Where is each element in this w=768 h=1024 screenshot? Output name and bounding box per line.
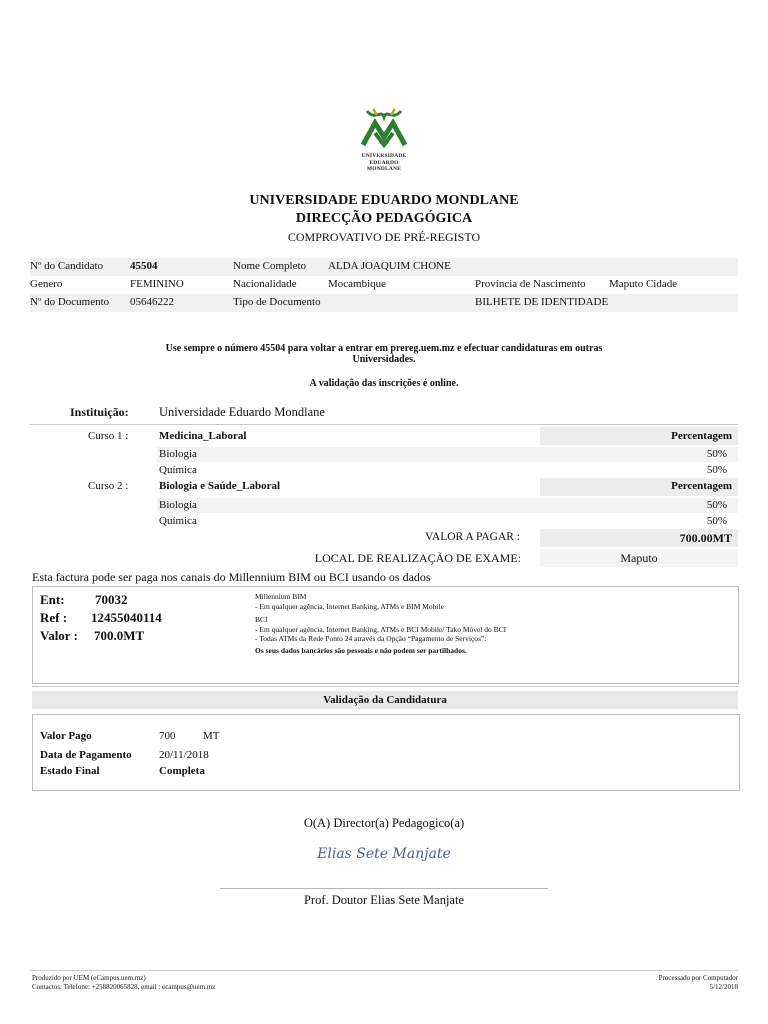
- course-1-subject-1-pct: 50%: [706, 448, 727, 460]
- bim-title: Millennium BIM: [255, 592, 307, 601]
- validation-box: [32, 714, 740, 791]
- course-2-pct-header: Percentagem: [671, 480, 732, 492]
- course-2-name: Biologia e Saúde_Laboral: [159, 480, 281, 492]
- full-name-value: ALDA JOAQUIM CHONE: [328, 260, 451, 272]
- candidate-number-value: 45504: [130, 260, 158, 272]
- entity-label: Ent:: [40, 592, 65, 607]
- amount-label: VALOR A PAGAR :: [425, 531, 520, 543]
- bim-line: - Em qualquer agência, Internet Banking, ATMs e BIM Mobile: [255, 601, 444, 611]
- nationality-label: Nacionalidade: [233, 278, 297, 290]
- candidate-number-label: Nº do Candidato: [30, 260, 104, 272]
- gender-value: FEMININO: [130, 278, 184, 290]
- document-type-label: Tipo de Documento: [233, 296, 321, 308]
- candidate-row-1: [30, 258, 738, 276]
- payment-date-value: 20/11/2018: [159, 749, 209, 761]
- bank-instructions: [255, 592, 725, 655]
- director-name: Prof. Doutor Elias Sete Manjate: [303, 893, 465, 907]
- footer-left: [32, 974, 215, 992]
- document-type-value: BILHETE DE IDENTIDADE: [475, 296, 609, 308]
- signature-line: [220, 888, 548, 889]
- bci-line-1: - Em qualquer agência, Internet Banking, ATMs e BCI Mobile/ Tako Móvel do BCI: [255, 624, 507, 634]
- province-value: Maputo Cidade: [609, 278, 678, 290]
- institution-value: Universidade Eduardo Mondlane: [159, 405, 325, 419]
- final-state-label: Estado Final: [40, 765, 100, 777]
- exam-location-label: LOCAL DE REALIZAÇÃO DE EXAME:: [314, 551, 521, 565]
- course-1-subject-1: Biologia: [159, 448, 197, 460]
- course-1-subject-2-pct: 50%: [706, 464, 727, 476]
- gender-label: Genero: [30, 278, 63, 290]
- institution-label: Instituição:: [70, 405, 129, 419]
- reference-value: 12455040114: [91, 610, 162, 625]
- full-name-label: Nome Completo: [233, 260, 307, 272]
- footer-right: [500, 974, 738, 992]
- reference-label: Ref :: [40, 610, 68, 625]
- exam-location-value: Maputo: [620, 551, 658, 565]
- course-1-subject-2: Química: [159, 464, 197, 476]
- province-label: Província de Nascimento: [475, 278, 586, 290]
- course-2-subject-2: Química: [159, 515, 197, 527]
- course-1-name: Medicina_Laboral: [159, 430, 247, 442]
- course-1-label: Curso 1 :: [88, 430, 129, 442]
- university-title: UNIVERSIDADE EDUARDO MONDLANE: [249, 193, 519, 208]
- document-title: COMPROVATIVO DE PRÉ-REGISTO: [287, 230, 481, 244]
- course-1-pct-header: Percentagem: [671, 430, 732, 442]
- final-state-value: Completa: [159, 765, 205, 777]
- footer-date: 5/12/2018: [709, 983, 738, 991]
- footer-processed: Processado por Computador: [658, 974, 738, 982]
- divider: [32, 686, 738, 687]
- bci-title: BCI: [255, 615, 268, 624]
- footer-divider: [30, 970, 738, 971]
- course-2-subject-1: Biologia: [159, 499, 197, 511]
- document-number-label: Nº do Documento: [30, 296, 110, 308]
- payment-value: 700.0MT: [94, 628, 145, 643]
- course-2-subject-2-pct: 50%: [706, 515, 727, 527]
- candidate-row-2: [30, 276, 738, 294]
- notice-text: [100, 343, 668, 365]
- directorate-title: DIRECÇÃO PEDAGÓGICA: [295, 211, 473, 226]
- logo-line-3: MONDLANE: [366, 166, 402, 172]
- logo-emblem-icon: [355, 105, 413, 153]
- notice-line-2: Universidades.: [352, 354, 416, 365]
- paid-unit: MT: [203, 730, 220, 742]
- nationality-value: Mocambique: [328, 278, 387, 290]
- course-2-label: Curso 2 :: [88, 480, 129, 492]
- logo-line-1: UNIVERSIDADE: [361, 153, 407, 159]
- online-validation-note: A validação das inscrições é online.: [309, 378, 459, 389]
- privacy-note: Os seus dados bancários são pessoais e não podem ser partilhados.: [255, 645, 467, 655]
- course-2-subject-1-pct: 50%: [706, 499, 727, 511]
- document-number-value: 05646222: [130, 296, 174, 308]
- divider: [30, 424, 738, 425]
- footer-contacts: Contactos: Telefone: +258820065828, email : ecampus@uem.mz: [32, 983, 216, 991]
- university-logo: [355, 105, 413, 177]
- payment-value-label: Valor :: [40, 628, 78, 643]
- candidate-row-3: [30, 294, 738, 312]
- bci-line-2: - Todas ATMs da Rede Ponto 24 através da Opção “Pagamento de Serviços”:: [255, 634, 487, 643]
- paid-value: 700: [159, 730, 176, 742]
- director-role: O(A) Director(a) Pedagogico(a): [303, 816, 465, 830]
- payment-date-label: Data de Pagamento: [40, 749, 132, 761]
- handwritten-signature: Elias Sete Manjate: [317, 846, 451, 862]
- notice-line-1: Use sempre o número 45504 para voltar a entrar em prereg.uem.mz e efectuar candidaturas em outras: [165, 343, 603, 354]
- logo-line-2: EDUARDO: [369, 159, 399, 166]
- entity-value: 70032: [95, 592, 128, 607]
- footer-producer: Produzido por UEM (eCampus.uem.mz): [32, 974, 146, 982]
- amount-value: 700.00MT: [679, 531, 732, 545]
- payment-intro: Esta factura pode ser paga nos canais do Millennium BIM ou BCI usando os dados: [32, 570, 431, 584]
- paid-label: Valor Pago: [40, 730, 92, 742]
- validation-title: Validação da Candidatura: [32, 691, 738, 709]
